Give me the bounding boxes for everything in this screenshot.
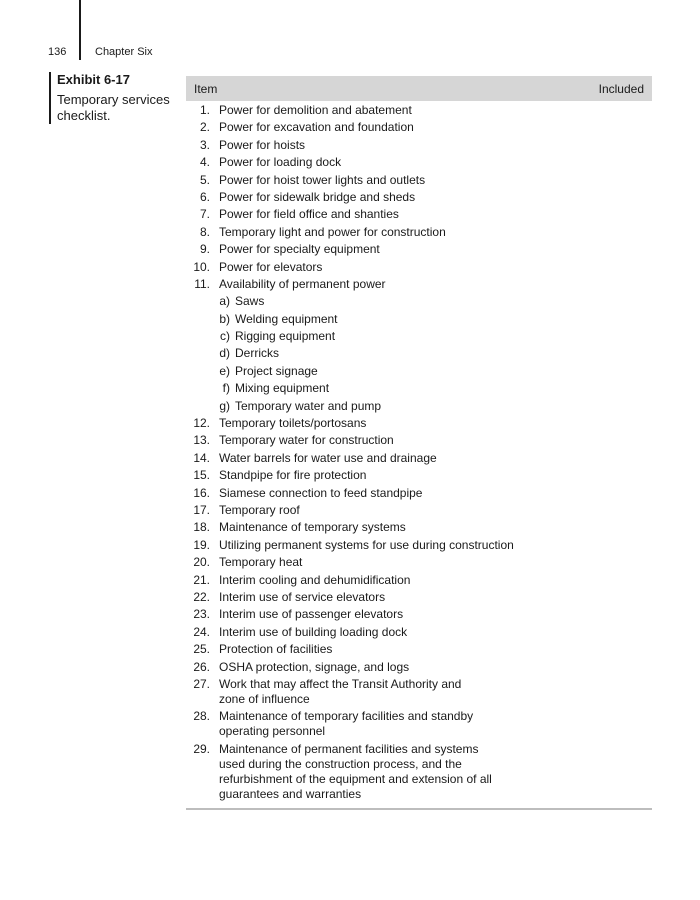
checklist-item [186,709,652,739]
item-number: 29. [193,741,210,756]
item-text [210,260,322,275]
item-text-line: Maintenance of temporary facilities and standby [219,709,474,724]
item-text [210,742,492,802]
checklist-item [186,590,652,605]
item-number: 14. [193,450,210,465]
checklist-subitem [186,381,652,396]
exhibit-label: Exhibit 6-17 [57,72,130,87]
item-number: 26. [193,659,210,674]
item-text-line: Project signage [235,363,318,378]
item-text [210,590,385,605]
checklist-item [186,433,652,448]
item-text [210,607,403,622]
checklist-subitem [186,399,652,414]
subitem-label: c) [220,329,230,344]
item-text-line: Interim use of passenger elevators [219,607,404,622]
item-number: 27. [193,676,210,691]
item-text-line: Temporary toilets/portosans [219,416,367,431]
item-text-line: Water barrels for water use and drainage [219,450,437,465]
item-text-line: Availability of permanent power [219,276,386,291]
item-text [230,381,329,396]
item-text-line: Temporary heat [219,555,303,570]
item-text-line: Power for hoist tower lights and outlets [219,172,426,187]
item-text-line: Power for excavation and foundation [219,120,414,135]
item-text [210,190,415,205]
subitem-label: g) [219,398,230,413]
item-text-line: Protection of facilities [219,642,333,657]
item-text-line: Temporary roof [219,502,300,517]
checklist-item [186,503,652,518]
item-text-line: Power for field office and shanties [219,207,399,222]
item-number: 17. [193,502,210,517]
item-text-line: Saws [235,294,265,309]
checklist-table [186,76,652,810]
item-text-line: Welding equipment [235,311,338,326]
item-text-line: Power for demolition and abatement [219,103,412,117]
checklist-subitem [186,312,652,327]
checklist-item [186,138,652,153]
checklist-item [186,103,652,118]
checklist-item [186,260,652,275]
item-number: 16. [193,485,210,500]
item-number: 6. [199,189,210,204]
checklist-item [186,742,652,802]
item-number: 28. [193,709,210,724]
item-text-line: Interim use of service elevators [219,589,386,604]
item-number: 21. [193,572,210,587]
item-text [210,173,425,188]
item-text-line: Power for hoists [219,137,306,152]
checklist-item [186,416,652,431]
checklist-subitem [186,364,652,379]
checklist-item [186,120,652,135]
item-text [210,138,305,153]
checklist-subitem [186,329,652,344]
subitem-label: b) [219,311,230,326]
chapter-title: Chapter Six [95,46,153,58]
checklist-item [186,520,652,535]
item-text [210,451,437,466]
item-text-line: Interim use of building loading dock [219,624,408,639]
checklist-item [186,468,652,483]
exhibit-caption: Temporary services checklist. [57,92,170,123]
item-text-line: Temporary light and power for construction [219,224,446,239]
item-text [210,468,366,483]
item-text [210,503,300,518]
item-text [230,294,264,309]
item-text-line: refurbishment of the equipment and extension of all [219,771,492,786]
item-text [210,277,386,292]
item-text [230,312,338,327]
subitem-label: d) [219,346,230,361]
item-number: 12. [193,416,210,431]
item-text-line: Derricks [235,346,279,361]
subitem-label: f) [222,381,230,396]
item-text [210,225,446,240]
item-text [210,120,414,135]
checklist-item [186,486,652,501]
item-number: 5. [199,172,210,187]
item-number: 13. [193,433,210,448]
checklist-item [186,173,652,188]
item-text-line: Power for elevators [219,259,323,274]
item-text [210,555,302,570]
subitem-label: e) [219,363,230,378]
item-text [210,573,410,588]
exhibit-box [49,72,177,124]
item-text [210,433,394,448]
item-text [210,486,422,501]
checklist-item [186,625,652,640]
item-text [230,364,318,379]
item-text-line: operating personnel [219,724,326,739]
item-text [210,416,366,431]
checklist-item [186,573,652,588]
item-number: 20. [193,555,210,570]
checklist-item [186,277,652,292]
item-text [210,677,461,707]
item-text [210,625,407,640]
item-number: 4. [199,155,210,170]
checklist-subitem [186,346,652,361]
item-text [230,329,335,344]
item-number: 25. [193,642,210,657]
item-number: 18. [193,520,210,535]
subitem-label: a) [219,294,230,309]
item-text [210,103,412,118]
item-text-line: guarantees and warranties [219,786,362,801]
checklist-item [186,660,652,675]
column-header-item: Item [194,81,218,96]
item-text-line: Work that may affect the Transit Authority and [219,676,462,691]
item-number: 1. [199,103,210,117]
checklist-subitem [186,294,652,309]
checklist-item [186,607,652,622]
item-text-line: Siamese connection to feed standpipe [219,485,423,500]
item-text-line: Power for loading dock [219,155,342,170]
checklist-item [186,190,652,205]
item-number: 2. [199,120,210,135]
item-number: 7. [199,207,210,222]
item-text-line: used during the construction process, and the [219,756,462,771]
checklist-item [186,207,652,222]
item-number: 11. [194,276,210,291]
item-text [210,520,406,535]
table-body [186,101,652,810]
item-text-line: Power for sidewalk bridge and sheds [219,189,416,204]
item-text [210,709,473,739]
item-text [210,155,341,170]
item-number: 10. [193,259,210,274]
checklist-item [186,642,652,657]
item-text [210,538,514,553]
checklist-item [186,225,652,240]
item-text [210,207,399,222]
checklist-item [186,555,652,570]
item-text-line: Mixing equipment [235,381,330,396]
item-text-line: Interim cooling and dehumidification [219,572,411,587]
item-number: 19. [193,537,210,552]
item-text-line: zone of influence [219,691,310,706]
item-text-line: Utilizing permanent systems for use during construction [219,537,514,552]
item-text-line: Temporary water and pump [235,398,382,413]
header-divider [79,0,81,60]
item-text [230,346,279,361]
item-text-line: Maintenance of permanent facilities and systems [219,741,479,756]
item-number: 24. [193,624,210,639]
item-number: 8. [199,224,210,239]
checklist-item [186,242,652,257]
checklist-item [186,155,652,170]
item-number: 9. [199,242,210,257]
item-text-line: Power for specialty equipment [219,242,380,257]
item-text [210,642,332,657]
item-text-line: Standpipe for fire protection [219,468,367,483]
item-text [230,399,381,414]
checklist-item [186,451,652,466]
checklist-item [186,538,652,553]
page-number: 136 [48,46,67,58]
item-text-line: Temporary water for construction [219,433,394,448]
item-number: 23. [193,607,210,622]
item-number: 3. [199,137,210,152]
column-header-included: Included [598,81,644,96]
checklist-item [186,677,652,707]
item-text [210,242,380,257]
table-header [186,76,652,101]
item-number: 22. [193,589,210,604]
item-text [210,660,409,675]
item-text-line: OSHA protection, signage, and logs [219,659,410,674]
item-text-line: Rigging equipment [235,329,336,344]
item-number: 15. [193,468,210,483]
item-text-line: Maintenance of temporary systems [219,520,406,535]
